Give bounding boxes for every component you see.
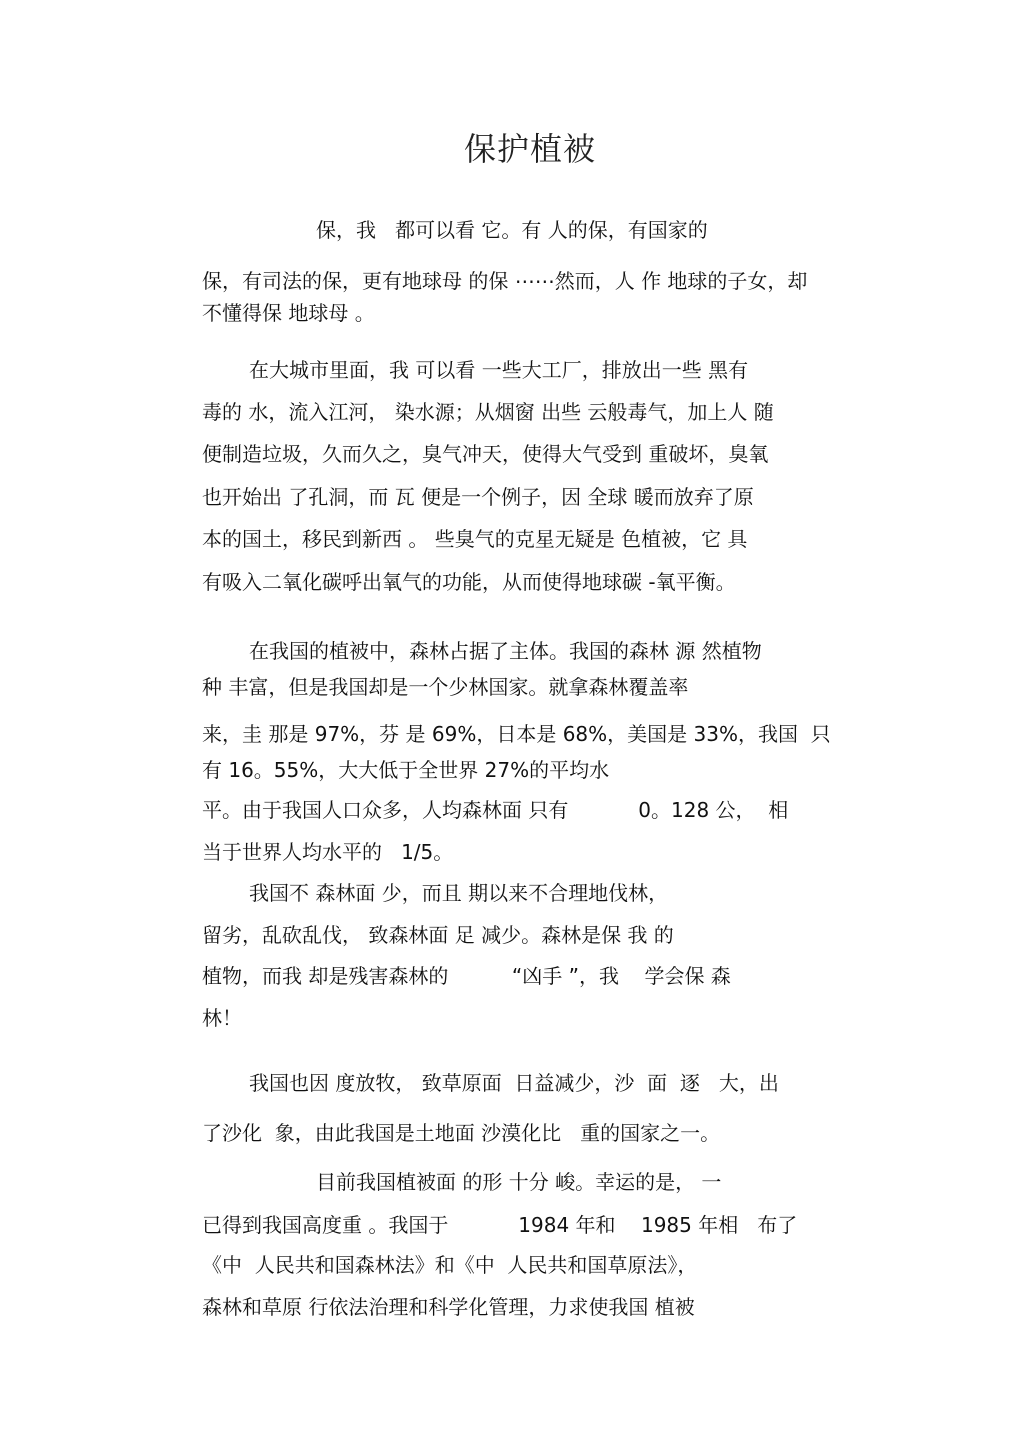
text-line: 保，有司法的保，更有地球母 的保 ⋯⋯然而，人 作 地球的子女，却 xyxy=(202,269,808,293)
text-line: 已得到我国高度重 。我国于 1984 年和 1985 年相 布了 xyxy=(202,1213,798,1237)
text-line: 来，圭 那是 97%，芬 是 69%，日本是 68%，美国是 33%，我国 只 xyxy=(202,722,831,746)
text-line: 留劣，乱砍乱伐， 致森林面 足 减少。森林是保 我 的 xyxy=(202,923,674,947)
text-line: 有 16。55%，大大低于全世界 27%的平均水 xyxy=(202,758,610,782)
text-line: 本的国土，移民到新西 。 些臭气的克星无疑是 色植被，它 具 xyxy=(202,527,748,551)
text-line: 我国不 森林面 少，而且 期以来不合理地伐林， xyxy=(249,881,669,905)
text-line: 便制造垃圾，久而久之，臭气冲天，使得大气受到 重破坏，臭氧 xyxy=(202,442,769,466)
text-line: 平。由于我国人口众多，人均森林面 只有 0。128 公， 相 xyxy=(202,798,789,822)
page-title: 保护植被 xyxy=(463,130,596,168)
text-line: 当于世界人均水平的 1/5。 xyxy=(202,840,454,864)
text-line: 毒的 水，流入江河， 染水源；从烟窗 出些 云般毒气，加上人 随 xyxy=(202,400,774,424)
text-line: 种 丰富，但是我国却是一个少林国家。就拿森林覆盖率 xyxy=(202,675,689,699)
text-line: 我国也因 度放牧， 致草原面 日益减少，沙 面 逐 大，出 xyxy=(249,1071,779,1095)
text-line: 不懂得保 地球母 。 xyxy=(202,301,375,325)
text-line: 在大城市里面，我 可以看 一些大工厂，排放出一些 黑有 xyxy=(249,358,749,382)
text-line: 森林和草原 行依法治理和科学化管理，力求使我国 植被 xyxy=(202,1295,695,1319)
text-line: 也开始出 了孔洞，而 瓦 便是一个例子，因 全球 暖而放弃了原 xyxy=(202,485,754,509)
text-line: 在我国的植被中，森林占据了主体。我国的森林 源 然植物 xyxy=(249,639,762,663)
text-line: 植物，而我 却是残害森林的 “凶手 ”，我 学会保 森 xyxy=(202,964,731,988)
text-line: 有吸入二氧化碳呼出氧气的功能，从而使得地球碳 -氧平衡。 xyxy=(202,570,736,594)
text-line: 林！ xyxy=(202,1006,242,1030)
text-line: 目前我国植被面 的形 十分 峻。幸运的是， 一 xyxy=(316,1170,722,1194)
text-line: 了沙化 象，由此我国是土地面 沙漠化比 重的国家之一。 xyxy=(202,1121,721,1145)
text-line: 保，我 都可以看 它。有 人的保，有国家的 xyxy=(316,218,708,242)
text-line: 《中 人民共和国森林法》和《中 人民共和国草原法》， xyxy=(202,1253,698,1277)
